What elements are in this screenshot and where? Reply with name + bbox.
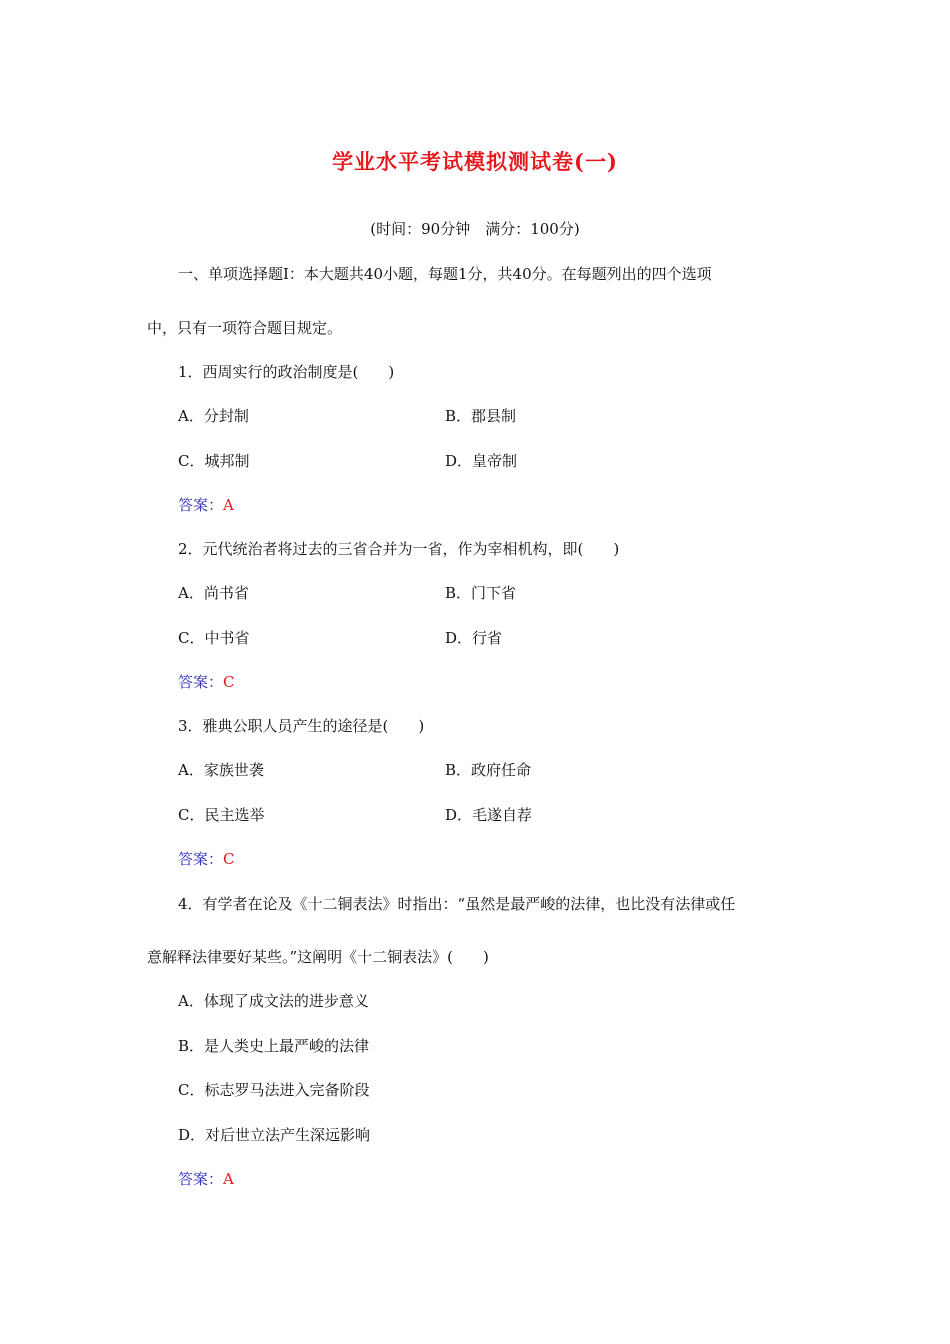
question-1-option-d: D．皇帝制	[445, 452, 518, 470]
question-1-option-b: B．郡县制	[445, 407, 517, 425]
answer-label: 答案：	[178, 850, 224, 868]
question-2-option-b: B．门下省	[445, 584, 517, 602]
question-1-option-a: A．分封制	[178, 407, 249, 425]
question-3-option-b: B．政府任命	[445, 761, 532, 779]
answer-value: A	[223, 1170, 234, 1188]
question-4-option-d: D．对后世立法产生深远影响	[178, 1126, 371, 1144]
exam-info: (时间：90分钟 满分：100分)	[370, 220, 580, 238]
question-4-stem-line-1: 4．有学者在论及《十二铜表法》时指出：“虽然是最严峻的法律，也比没有法律或任	[178, 895, 736, 913]
question-1-answer	[178, 494, 234, 515]
page-title: 学业水平考试模拟测试卷(一)	[332, 149, 618, 174]
question-2-option-a: A．尚书省	[178, 584, 249, 602]
answer-label: 答案：	[178, 673, 224, 691]
question-3-option-d: D．毛遂自荐	[445, 806, 533, 824]
question-3-stem: 3．雅典公职人员产生的途径是( )	[178, 717, 425, 735]
answer-value: A	[223, 496, 234, 514]
question-1-stem: 1．西周实行的政治制度是( )	[178, 363, 395, 381]
question-2-stem: 2．元代统治者将过去的三省合并为一省，作为宰相机构，即( )	[178, 540, 620, 558]
question-3-answer	[178, 848, 235, 869]
question-2-option-c: C．中书省	[178, 629, 250, 647]
question-4-option-b: B．是人类史上最严峻的法律	[178, 1037, 370, 1055]
answer-value: C	[223, 850, 235, 868]
question-2-option-d: D．行省	[445, 629, 503, 647]
question-1-option-c: C．城邦制	[178, 452, 250, 470]
question-3-option-c: C．民主选举	[178, 806, 265, 824]
question-3-option-a: A．家族世袭	[178, 761, 264, 779]
answer-label: 答案：	[178, 1170, 224, 1188]
answer-value: C	[223, 673, 235, 691]
question-4-option-a: A．体现了成文法的进步意义	[178, 992, 369, 1010]
question-4-stem-line-2: 意解释法律要好某些。”这阐明《十二铜表法》( )	[147, 948, 489, 966]
answer-label: 答案：	[178, 496, 224, 514]
section-instruction-line-2: 中，只有一项符合题目规定。	[147, 319, 343, 337]
question-2-answer	[178, 671, 235, 692]
question-4-answer	[178, 1168, 234, 1189]
question-4-option-c: C．标志罗马法进入完备阶段	[178, 1081, 370, 1099]
section-instruction-line-1: 一、单项选择题Ⅰ：本大题共40小题，每题1分，共40分。在每题列出的四个选项	[178, 265, 712, 283]
